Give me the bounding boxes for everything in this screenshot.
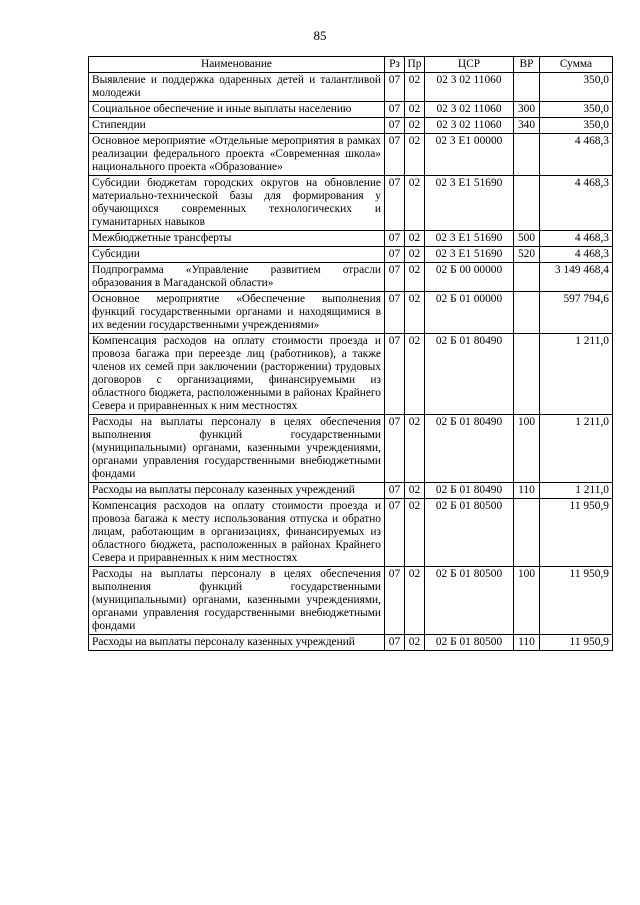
header-pr: Пр xyxy=(405,57,425,73)
header-rz: Рз xyxy=(385,57,405,73)
cell-csr: 02 3 E1 51690 xyxy=(425,247,514,263)
table-row xyxy=(89,176,613,231)
table-body xyxy=(89,73,613,651)
table-row xyxy=(89,102,613,118)
cell-vr xyxy=(514,73,540,102)
cell-vr xyxy=(514,499,540,567)
cell-rz: 07 xyxy=(385,73,405,102)
table-row xyxy=(89,73,613,102)
cell-pr: 02 xyxy=(405,247,425,263)
cell-rz: 07 xyxy=(385,263,405,292)
cell-pr: 02 xyxy=(405,499,425,567)
cell-vr xyxy=(514,176,540,231)
cell-csr: 02 3 02 11060 xyxy=(425,73,514,102)
cell-rz: 07 xyxy=(385,567,405,635)
cell-vr: 500 xyxy=(514,231,540,247)
cell-csr: 02 Б 01 80490 xyxy=(425,483,514,499)
cell-name: Расходы на выплаты персоналу казенных учреждений xyxy=(89,483,385,499)
table-row xyxy=(89,134,613,176)
cell-vr: 110 xyxy=(514,635,540,651)
cell-name: Расходы на выплаты персоналу в целях обеспечения выполнения функций государственными (муниципальными) органами, казенными учреждениями, органами управления государственными внебюджетными фондами xyxy=(89,567,385,635)
cell-sum: 350,0 xyxy=(540,118,613,134)
cell-csr: 02 3 E1 51690 xyxy=(425,231,514,247)
cell-rz: 07 xyxy=(385,483,405,499)
cell-pr: 02 xyxy=(405,567,425,635)
cell-csr: 02 3 E1 51690 xyxy=(425,176,514,231)
cell-name: Основное мероприятие «Обеспечение выполнения функций государственными органами и находящимися в их ведении государственными учреждениями» xyxy=(89,292,385,334)
cell-rz: 07 xyxy=(385,247,405,263)
cell-vr: 300 xyxy=(514,102,540,118)
cell-name: Расходы на выплаты персоналу казенных учреждений xyxy=(89,635,385,651)
cell-rz: 07 xyxy=(385,231,405,247)
header-csr: ЦСР xyxy=(425,57,514,73)
table-row xyxy=(89,263,613,292)
cell-sum: 11 950,9 xyxy=(540,635,613,651)
cell-csr: 02 Б 01 80500 xyxy=(425,567,514,635)
cell-name: Выявление и поддержка одаренных детей и талантливой молодежи xyxy=(89,73,385,102)
cell-rz: 07 xyxy=(385,334,405,415)
table-row xyxy=(89,483,613,499)
table-header xyxy=(89,57,613,73)
cell-sum: 350,0 xyxy=(540,102,613,118)
cell-rz: 07 xyxy=(385,118,405,134)
table-row xyxy=(89,567,613,635)
page-number: 85 xyxy=(313,28,327,43)
cell-vr: 100 xyxy=(514,567,540,635)
cell-pr: 02 xyxy=(405,73,425,102)
cell-vr xyxy=(514,134,540,176)
cell-vr: 110 xyxy=(514,483,540,499)
cell-vr xyxy=(514,334,540,415)
cell-pr: 02 xyxy=(405,118,425,134)
cell-sum: 350,0 xyxy=(540,73,613,102)
cell-name: Межбюджетные трансферты xyxy=(89,231,385,247)
table-row xyxy=(89,334,613,415)
cell-pr: 02 xyxy=(405,176,425,231)
cell-sum: 597 794,6 xyxy=(540,292,613,334)
cell-name: Стипендии xyxy=(89,118,385,134)
cell-csr: 02 3 02 11060 xyxy=(425,102,514,118)
cell-sum: 1 211,0 xyxy=(540,415,613,483)
cell-name: Субсидии xyxy=(89,247,385,263)
cell-rz: 07 xyxy=(385,102,405,118)
cell-name: Компенсация расходов на оплату стоимости проезда и провоза багажа к месту использования отпуска и обратно лицам, работающим в организациях, финансируемых из областного бюджета, расположенных в районах Крайнего Севера и приравненных к ним местностях xyxy=(89,499,385,567)
table-row xyxy=(89,292,613,334)
cell-rz: 07 xyxy=(385,415,405,483)
header-row xyxy=(89,57,613,73)
cell-rz: 07 xyxy=(385,176,405,231)
cell-sum: 1 211,0 xyxy=(540,334,613,415)
cell-vr: 520 xyxy=(514,247,540,263)
cell-csr: 02 Б 01 80490 xyxy=(425,334,514,415)
cell-vr xyxy=(514,263,540,292)
cell-pr: 02 xyxy=(405,134,425,176)
budget-table xyxy=(88,56,613,651)
cell-rz: 07 xyxy=(385,134,405,176)
cell-sum: 11 950,9 xyxy=(540,567,613,635)
header-sum: Сумма xyxy=(540,57,613,73)
cell-pr: 02 xyxy=(405,415,425,483)
cell-csr: 02 Б 01 80490 xyxy=(425,415,514,483)
cell-sum: 4 468,3 xyxy=(540,247,613,263)
cell-pr: 02 xyxy=(405,483,425,499)
cell-pr: 02 xyxy=(405,292,425,334)
table-row xyxy=(89,635,613,651)
cell-name: Подпрограмма «Управление развитием отрасли образования в Магаданской области» xyxy=(89,263,385,292)
cell-csr: 02 3 02 11060 xyxy=(425,118,514,134)
cell-name: Компенсация расходов на оплату стоимости проезда и провоза багажа при переезде лиц (работников), а также членов их семей при заключении (расторжении) трудовых договоров с организациями, финансируемыми из областного бюджета, расположенными в районах Крайнего Севера и приравненных к ним местностях xyxy=(89,334,385,415)
cell-csr: 02 Б 01 80500 xyxy=(425,635,514,651)
table-row xyxy=(89,118,613,134)
cell-sum: 1 211,0 xyxy=(540,483,613,499)
cell-rz: 07 xyxy=(385,499,405,567)
cell-sum: 11 950,9 xyxy=(540,499,613,567)
table-row xyxy=(89,247,613,263)
cell-sum: 3 149 468,4 xyxy=(540,263,613,292)
cell-sum: 4 468,3 xyxy=(540,231,613,247)
cell-csr: 02 Б 01 80500 xyxy=(425,499,514,567)
cell-pr: 02 xyxy=(405,635,425,651)
cell-vr: 100 xyxy=(514,415,540,483)
header-vr: ВР xyxy=(514,57,540,73)
cell-csr: 02 Б 00 00000 xyxy=(425,263,514,292)
cell-sum: 4 468,3 xyxy=(540,176,613,231)
cell-csr: 02 3 E1 00000 xyxy=(425,134,514,176)
cell-pr: 02 xyxy=(405,102,425,118)
cell-vr xyxy=(514,292,540,334)
table-row xyxy=(89,231,613,247)
cell-rz: 07 xyxy=(385,635,405,651)
cell-rz: 07 xyxy=(385,292,405,334)
cell-name: Расходы на выплаты персоналу в целях обеспечения выполнения функций государственными (муниципальными) органами, казенными учреждениями, органами управления государственными внебюджетными фондами xyxy=(89,415,385,483)
cell-pr: 02 xyxy=(405,334,425,415)
cell-csr: 02 Б 01 00000 xyxy=(425,292,514,334)
table-row xyxy=(89,415,613,483)
cell-vr: 340 xyxy=(514,118,540,134)
cell-name: Субсидии бюджетам городских округов на обновление материально-технической базы для формирования у обучающихся современных технологических и гуманитарных навыков xyxy=(89,176,385,231)
cell-name: Социальное обеспечение и иные выплаты населению xyxy=(89,102,385,118)
header-name: Наименование xyxy=(89,57,385,73)
cell-pr: 02 xyxy=(405,231,425,247)
table-row xyxy=(89,499,613,567)
cell-sum: 4 468,3 xyxy=(540,134,613,176)
cell-pr: 02 xyxy=(405,263,425,292)
cell-name: Основное мероприятие «Отдельные мероприятия в рамках реализации федерального проекта «Современная школа» национального проекта «Образование» xyxy=(89,134,385,176)
